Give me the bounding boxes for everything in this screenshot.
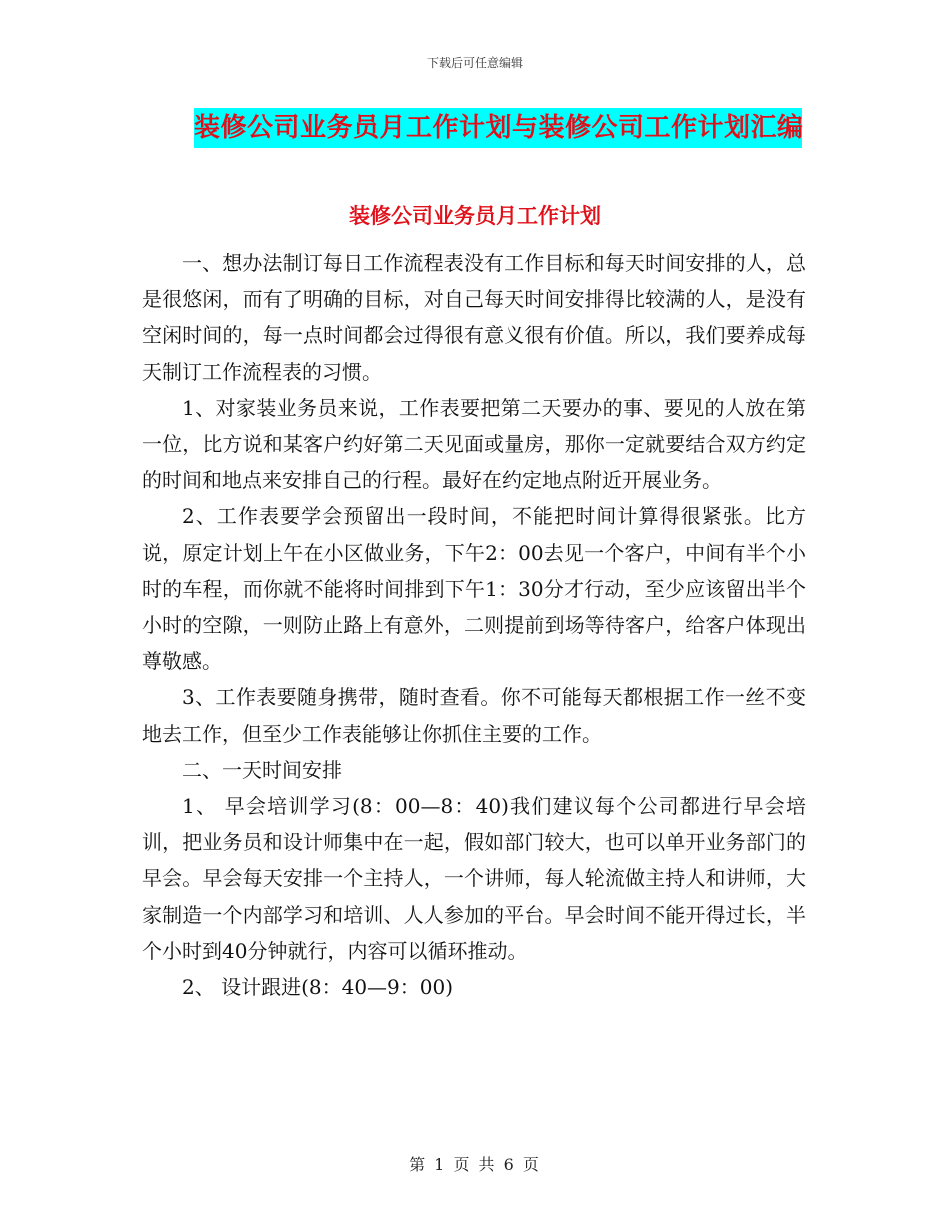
paragraph-1: 一、想办法制订每日工作流程表没有工作目标和每天时间安排的人，总是很悠闲，而有了明确的目标，对自己每天时间安排得比较满的人，是没有空闲时间的，每一点时间都会过得很有意义很有价值。所以，我们要养成每天制订工作流程表的习惯。 — [142, 251, 806, 384]
header-note: 下载后可任意编辑 — [426, 56, 523, 70]
page-footer: 第 1 页 共 6 页 — [409, 1155, 541, 1174]
paragraph-7: 2、 设计跟进(8：40—9：00) — [182, 975, 454, 1000]
document-main-title: 装修公司业务员月工作计划与装修公司工作计划汇编 — [194, 108, 802, 148]
paragraph-3: 2、工作表要学会预留出一段时间，不能把时间计算得很紧张。比方说，原定计划上午在小区做业务，下午2：00去见一个客户，中间有半个小时的车程，而你就不能将时间排到下午1：30分才行动，至少应该留出半个小时的空隙，一则防止路上有意外，二则提前到场等待客户，给客户体现出尊敬感。 — [142, 504, 806, 674]
paragraph-5: 二、一天时间安排 — [182, 757, 342, 782]
document-body — [142, 245, 806, 1005]
paragraph-6: 1、 早会培训学习(8：00—8：40)我们建议每个公司都进行早会培训，把业务员和设计师集中在一起，假如部门较大，也可以单开业务部门的早会。早会每天安排一个主持人，一个讲师，每人轮流做主持人和讲师，大家制造一个内部学习和培训、人人参加的平台。早会时间不能开得过长，半个小时到40分钟就行，内容可以循环推动。 — [142, 794, 806, 963]
paragraph-4: 3、工作表要随身携带，随时查看。你不可能每天都根据工作一丝不变地去工作，但至少工作表能够让你抓住主要的工作。 — [142, 685, 806, 746]
section-title: 装修公司业务员月工作计划 — [349, 204, 601, 228]
paragraph-2: 1、对家装业务员来说，工作表要把第二天要办的事、要见的人放在第一位，比方说和某客户约好第二天见面或量房，那你一定就要结合双方约定的时间和地点来安排自己的行程。最好在约定地点附近开展业务。 — [142, 395, 806, 493]
